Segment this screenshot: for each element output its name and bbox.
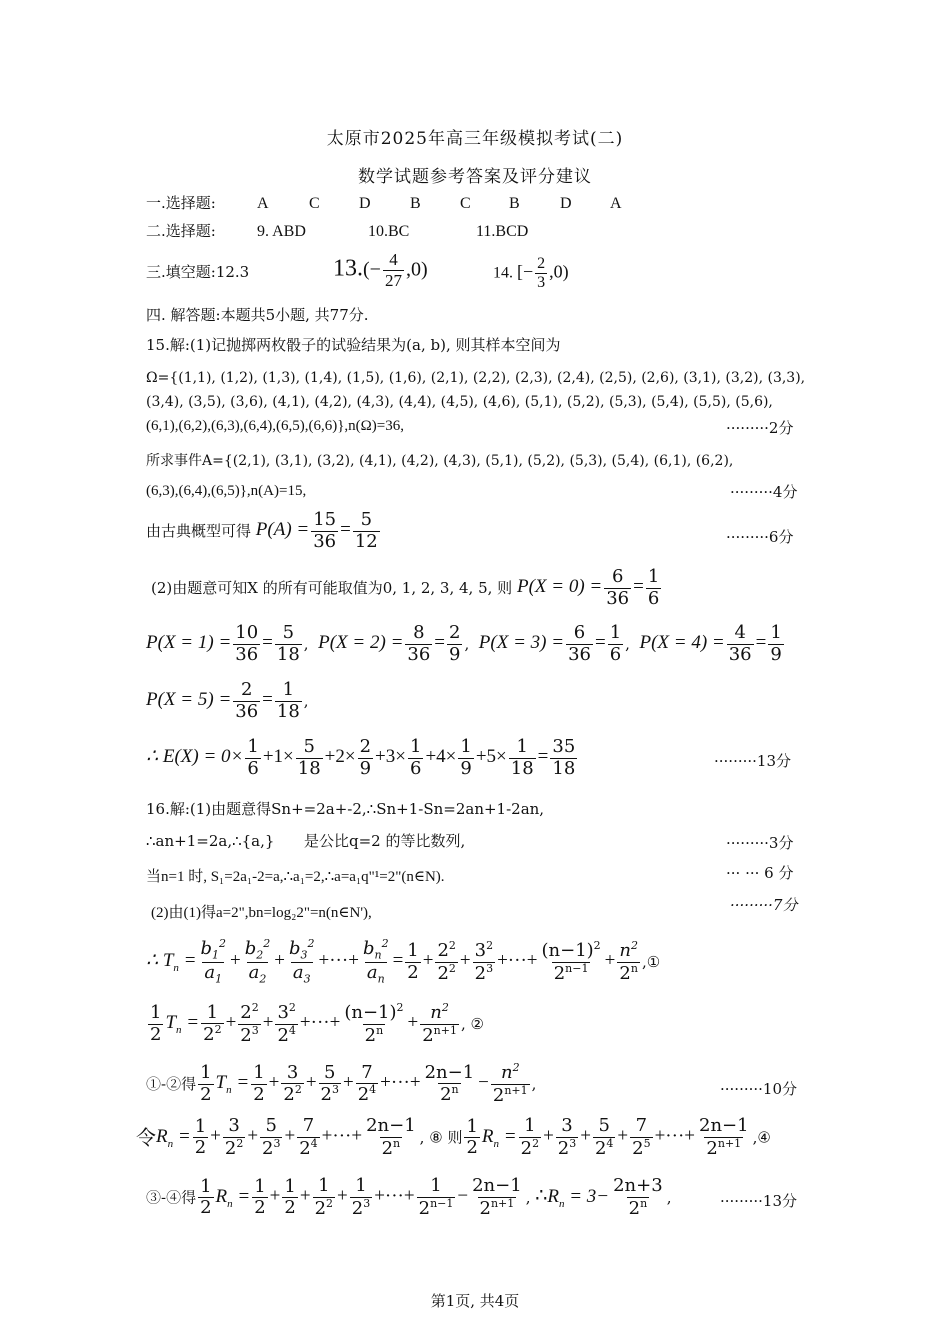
q15-part2-label: (2)由题意可知X 的所有可能取值为0, 1, 2, 3, 4, 5, 则 bbox=[151, 579, 513, 598]
q16-line2b: 是公比q=2 的等比数列, bbox=[304, 832, 466, 850]
q16-score-6: ··· ··· 6 分 bbox=[726, 864, 794, 882]
q16-diff-prefix: ①-②得 bbox=[146, 1075, 197, 1094]
answer-q14: 14. [− $\frac{2}{3}$ ,0) bbox=[493, 255, 569, 292]
q16-score-13: ·········13分 bbox=[720, 1192, 797, 1210]
q14-prefix: 14. bbox=[493, 264, 513, 282]
answer-2: C bbox=[309, 195, 320, 212]
section4-label: 四. 解答题:本题共5小题, 共77分. bbox=[146, 306, 369, 324]
circle-4: ④ bbox=[757, 1128, 771, 1147]
circle-2: ② bbox=[470, 1015, 484, 1034]
q15-omega-line3: (6,1),(6,2),(6,3),(6,4),(6,5),(6,6)},n(Ω)=36, bbox=[146, 418, 404, 434]
q16-score-3: ·········3分 bbox=[726, 834, 794, 852]
circle-1: ① bbox=[646, 953, 661, 972]
q16-ling: 令 bbox=[136, 1125, 156, 1150]
q15-part2: (2)由题意可知X 的所有可能取值为0, 1, 2, 3, 4, 5, 则 P(X = 0) = $\frac{6}{36}$ = $\frac{1}{6}$ bbox=[151, 566, 660, 609]
answer-3: D bbox=[359, 195, 371, 212]
q15-score-2: ·········2分 bbox=[726, 419, 794, 437]
q16-diff2-line: ③-④得 $\frac{1}{2}$ $R_n$ = $\frac{1}{2}$ + $\frac{1}{2}$ + $\frac{1}{2^2}$ + $\frac{1}{2^3}$ +···+ $\frac{1}{2^{n-1}}$ − $\frac{2n-1}{2^{n+1}}$ , $\therefore R_n = 3-$ $\frac{2n+3}{2^n}$ , bbox=[146, 1175, 672, 1219]
q15-score-13: ·········13分 bbox=[714, 752, 791, 770]
q16-line2a: ∴an+1=2a,∴{a,} bbox=[146, 832, 275, 850]
q16-tn-line: ∴ $T_n$ = $\frac{b_1^2}{a_1}$ + $\frac{b_2^2}{a_2}$ + $\frac{b_3^2}{a_3}$ +···+ $\frac{b_n^2}{a_n}$ = $\frac{1}{2}$ + $\frac{2^2}{2^2}$ + $\frac{3^2}{2^3}$ +···+ $\frac{(n-1)^2}{2^{n-1}}$ + $\frac{n^2}{2^n}$ ,① bbox=[146, 937, 661, 986]
answer-q9: 9. ABD bbox=[257, 223, 306, 240]
answer-6: B bbox=[509, 195, 520, 212]
q16-score-7: ·········7分 bbox=[730, 896, 798, 914]
q15-classical-label: 由古典概型可得 bbox=[146, 522, 252, 541]
q15-intro: 15.解:(1)记抛掷两枚骰子的试验结果为(a, b), 则其样本空间为 bbox=[146, 336, 561, 354]
q16-diff-line: ①-②得 $\frac{1}{2}$ $T_n$ = $\frac{1}{2}$ + $\frac{3}{2^2}$ + $\frac{5}{2^3}$ + $\frac{7}{2^4}$ +···+ $\frac{2n-1}{2^n}$ − $\frac{n^2}{2^{n+1}}$ , bbox=[146, 1061, 537, 1106]
q15-classical: 由古典概型可得 P(A) = $\frac{15}{36}$ = $\frac{5}{12}$ bbox=[146, 509, 378, 552]
q16-intro: 16.解:(1)由题意得Sn+=2a+-2,∴Sn+1-Sn=2an+1-2an, bbox=[146, 800, 545, 818]
q13-prefix: 13. bbox=[333, 255, 363, 282]
page-title: 太原市2025年高三年级模拟考试(二) bbox=[326, 129, 624, 149]
answer-5: C bbox=[460, 195, 471, 212]
section1-label: 一.选择题: bbox=[146, 194, 216, 212]
answer-8: A bbox=[610, 195, 622, 212]
q15-omega-line2: (3,4), (3,5), (3,6), (4,1), (4,2), (4,3), (4,4), (4,5), (4,6), (5,1), (5,2), (5,3), (5,4), (5,5), (5,6), bbox=[146, 394, 773, 410]
answer-1: A bbox=[257, 195, 269, 212]
q16-then: 则 bbox=[447, 1128, 463, 1147]
page-subtitle: 数学试题参考答案及评分建议 bbox=[358, 167, 592, 187]
q16-therefore: ∴ bbox=[535, 1185, 548, 1207]
q16-score-10: ·········10分 bbox=[720, 1080, 797, 1098]
answer-4: B bbox=[410, 195, 421, 212]
q16-line4: (2)由(1)得a=2",bn=log₂2"=n(n∈N'), bbox=[151, 905, 372, 921]
answer-q13: 13.(− $\frac{4}{27}$ ,0) bbox=[333, 250, 428, 290]
section2-label: 二.选择题: bbox=[146, 222, 216, 240]
answer-7: D bbox=[560, 195, 572, 212]
q15-score-6: ·········6分 bbox=[726, 528, 794, 546]
page-footer: 第1页, 共4页 bbox=[430, 1292, 520, 1310]
q15-event-line2: (6,3),(6,4),(6,5)},n(A)=15, bbox=[146, 483, 307, 499]
q16-diff2-prefix: ③-④得 bbox=[146, 1188, 197, 1207]
q15-expectation: ∴ E(X) = 0× $\frac{1}{6}$ +1× $\frac{5}{18}$ +2× $\frac{2}{9}$ +3× $\frac{1}{6}$ +4× $\frac{1}{9}$ +5× $\frac{1}{18}$ = $\frac{35}{18}$ bbox=[146, 736, 576, 779]
q16-rn-line: 令$R_n$ = $\frac{1}{2}$ + $\frac{3}{2^2}$ + $\frac{5}{2^3}$ + $\frac{7}{2^4}$ +···+ $\frac{2n-1}{2^n}$ , ⑧ 则 $\frac{1}{2}$ $R_n$ = $\frac{1}{2^2}$ + $\frac{3}{2^3}$ + $\frac{5}{2^4}$ + $\frac{7}{2^5}$ +···+ $\frac{2n-1}{2^{n+1}}$ ,④ bbox=[136, 1115, 771, 1159]
q15-score-4: ·········4分 bbox=[730, 483, 798, 501]
section3-label: 三.填空题:12.3 bbox=[146, 263, 250, 281]
q15-event-line1: 所求事件A={(2,1), (3,1), (3,2), (4,1), (4,2), (4,3), (5,1), (5,2), (5,3), (5,4), (6,1), (6,2), bbox=[146, 453, 734, 469]
q15-probs-line1: P(X = 1) = $\frac{10}{36}$ = $\frac{5}{18}$ , P(X = 2) = $\frac{8}{36}$ = $\frac{2}{9}$ , P(X = 3) = $\frac{6}{36}$ = $\frac{1}{6}$ , P(X = 4) = $\frac{4}{36}$ = $\frac{1}{9}$ bbox=[146, 622, 782, 665]
q16-half-tn-line: $\frac{1}{2}$ $T_n$ = $\frac{1}{2^2}$ + $\frac{2^2}{2^3}$ + $\frac{3^2}{2^4}$ +···+ $\frac{(n-1)^2}{2^n}$ + $\frac{n^2}{2^{n+1}}$ , ② bbox=[150, 1001, 484, 1046]
q15-omega-line1: Ω={(1,1), (1,2), (1,3), (1,4), (1,5), (1,6), (2,1), (2,2), (2,3), (2,4), (2,5), (2,6), (3,1), (3,2), (3,3), bbox=[146, 370, 806, 386]
q16-line3: 当n=1 时, S₁=2a₁-2=a,∴a₁=2,∴a=a₁q"¹=2"(n∈N). bbox=[146, 869, 445, 885]
circle-3: ⑧ bbox=[429, 1128, 443, 1147]
answer-q11: 11.BCD bbox=[476, 223, 529, 240]
q15-probs-line2: P(X = 5) = $\frac{2}{36}$ = $\frac{1}{18}$ , bbox=[146, 679, 309, 722]
answer-q10: 10.BC bbox=[368, 223, 410, 240]
